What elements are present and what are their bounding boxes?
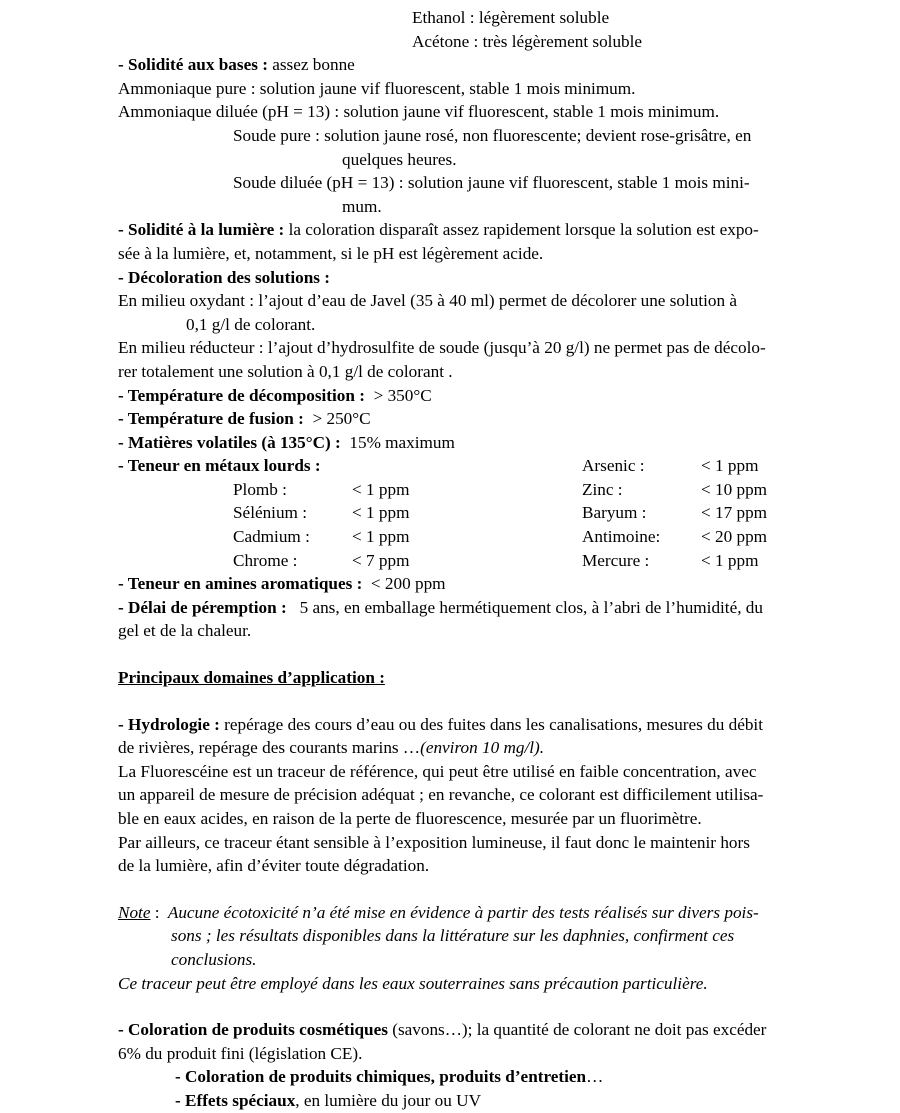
hydrologie-line-2	[118, 736, 862, 760]
decoloration-oxydant-line-2: 0,1 g/l de colorant.	[186, 314, 316, 334]
solidite-lumiere-label: - Solidité à la lumière :	[118, 220, 285, 240]
soude-diluee-line-cont: mum.	[342, 196, 382, 216]
temp-fusion-value: > 250°C	[303, 409, 371, 429]
delai-peremption-text-1: 5 ans, en emballage hermétiquement clos, à l’abri de l’humidité, du	[286, 597, 763, 617]
matieres-volatiles-line	[118, 431, 862, 455]
solubility-ethanol-line: Ethanol : légèrement soluble	[412, 8, 610, 27]
note-label: Note	[118, 902, 151, 922]
spacer	[118, 995, 862, 1018]
note-line-2: sons ; les résultats disponibles dans la littérature sur les daphnies, confirment ces	[171, 926, 735, 946]
spacer	[118, 878, 862, 901]
solidite-lumiere-line-1	[118, 218, 862, 242]
amines-aromatiques-label: - Teneur en amines aromatiques :	[118, 574, 363, 594]
metaux-lourds-label: - Teneur en métaux lourds :	[118, 456, 321, 476]
solidite-lumiere-text-1: la coloration disparaît assez rapidement lorsque la solution est expo-	[284, 220, 759, 240]
decoloration-reducteur-line-1: En milieu réducteur : l’ajout d’hydrosulfite de soude (jusqu’à 20 g/l) ne permet pas de décolo-	[118, 338, 766, 358]
table-row	[582, 454, 900, 478]
hydrologie-label: - Hydrologie :	[118, 714, 220, 734]
effets-speciaux-line	[118, 1089, 862, 1113]
note-colon: :	[150, 902, 164, 922]
metal-value: < 1 ppm	[352, 479, 410, 499]
solidite-lumiere-line-2: sée à la lumière, et, notamment, si le pH est légèrement acide.	[118, 243, 544, 263]
hydrologie-paragraph-line-3: ble en eaux acides, en raison de la perte de fluorescence, mesurée par un fluorimètre.	[118, 809, 702, 828]
hydrologie-paragraph-line-4: Par ailleurs, ce traceur étant sensible à l’exposition lumineuse, il faut donc le maintenir hors	[118, 832, 750, 852]
metal-value: < 1 ppm	[352, 503, 410, 523]
ammoniaque-diluee-line: Ammoniaque diluée (pH = 13) : solution jaune vif fluorescent, stable 1 mois minimum.	[118, 102, 720, 122]
heavy-metals-right-column	[582, 454, 900, 572]
spacer	[118, 690, 862, 713]
table-row	[582, 501, 900, 525]
matieres-volatiles-label: - Matières volatiles (à 135°C) :	[118, 432, 341, 452]
temp-decomposition-value: > 350°C	[364, 385, 432, 405]
solidite-bases-label: - Solidité aux bases :	[118, 55, 268, 75]
delai-peremption-label: - Délai de péremption :	[118, 597, 287, 617]
delai-peremption-line-1	[118, 596, 862, 620]
heavy-metals-block	[118, 454, 862, 572]
metal-name: Sélénium :	[233, 503, 307, 523]
solubility-acetone-line: Acétone : très légèrement soluble	[412, 31, 643, 51]
note-text-1: Aucune écotoxicité n’a été mise en évidence à partir des tests réalisés sur divers pois-	[163, 902, 759, 922]
metal-value: < 1 ppm	[701, 456, 759, 476]
decoloration-label: - Décoloration des solutions :	[118, 267, 330, 287]
solidite-bases-value: assez bonne	[267, 55, 355, 75]
table-row	[582, 478, 900, 502]
note-line-4: Ce traceur peut être employé dans les eaux souterraines sans précaution particulière.	[118, 973, 708, 993]
amines-aromatiques-line	[118, 572, 862, 596]
spacer	[118, 643, 862, 666]
metal-name: Plomb :	[233, 479, 287, 499]
delai-peremption-line-2: gel et de la chaleur.	[118, 621, 252, 641]
decoloration-oxydant-line-1: En milieu oxydant : l’ajout d’eau de Javel (35 à 40 ml) permet de décolorer une solution à	[118, 291, 738, 311]
soude-pure-line-cont: quelques heures.	[342, 149, 457, 169]
metal-value: < 7 ppm	[352, 550, 410, 570]
metal-name: Zinc :	[582, 479, 623, 499]
hydrologie-text-1: repérage des cours d’eau ou des fuites dans les canalisations, mesures du débit	[219, 714, 763, 734]
hydrologie-paragraph-line-1: La Fluorescéine est un traceur de référence, qui peut être utilisé en faible concentration, avec	[118, 761, 757, 781]
note-line-3: conclusions.	[171, 949, 257, 969]
cosmetiques-text-1: (savons…); la quantité de colorant ne doit pas excéder	[387, 1020, 767, 1040]
metal-name: Cadmium :	[233, 527, 310, 547]
note-line-1	[118, 901, 862, 925]
table-row	[582, 525, 900, 549]
metal-value: < 10 ppm	[701, 479, 768, 499]
metal-name: Baryum :	[582, 503, 647, 523]
page-title: Principaux domaines d’application :	[118, 668, 385, 688]
cosmetiques-label: - Coloration de produits cosmétiques	[118, 1020, 388, 1040]
metal-value: < 20 ppm	[701, 527, 768, 547]
metal-value: < 1 ppm	[701, 550, 759, 570]
metal-name: Mercure :	[582, 550, 650, 570]
temp-decomposition-line	[118, 384, 862, 408]
metal-name: Arsenic :	[582, 456, 645, 476]
cosmetiques-line-1	[118, 1018, 862, 1042]
ammoniaque-pure-line: Ammoniaque pure : solution jaune vif fluorescent, stable 1 mois minimum.	[118, 78, 636, 98]
hydrologie-line-1	[118, 713, 862, 737]
chimiques-label: - Coloration de produits chimiques, produits d’entretien	[175, 1067, 587, 1087]
metal-name: Antimoine:	[582, 527, 661, 547]
table-row	[582, 549, 900, 573]
temp-fusion-label: - Température de fusion :	[118, 409, 304, 429]
temp-fusion-line	[118, 407, 862, 431]
effets-speciaux-label: - Effets spéciaux	[175, 1090, 296, 1110]
hydrologie-paragraph-line-2: un appareil de mesure de précision adéquat ; en revanche, ce colorant est difficilement utilisa-	[118, 785, 764, 805]
chimiques-line	[118, 1065, 862, 1089]
metal-value: < 17 ppm	[701, 503, 768, 523]
soude-diluee-line: Soude diluée (pH = 13) : solution jaune vif fluorescent, stable 1 mois mini-	[233, 173, 750, 193]
hydrologie-text-2: de rivières, repérage des courants marins …	[118, 738, 421, 758]
solidite-bases-heading-line	[118, 53, 862, 77]
soude-pure-line: Soude pure : solution jaune rosé, non fluorescente; devient rose-grisâtre, en	[233, 125, 752, 145]
cosmetiques-line-2: 6% du produit fini (législation CE).	[118, 1043, 363, 1063]
hydrologie-concentration-note: (environ 10 mg/l).	[420, 738, 545, 758]
chimiques-text: …	[586, 1067, 604, 1087]
metal-name: Chrome :	[233, 550, 298, 570]
metal-value: < 1 ppm	[352, 527, 410, 547]
hydrologie-paragraph-line-5: de la lumière, afin d’éviter toute dégradation.	[118, 856, 430, 876]
effets-speciaux-text: , en lumière du jour ou UV	[295, 1090, 481, 1110]
decoloration-reducteur-line-2: rer totalement une solution à 0,1 g/l de colorant .	[118, 361, 453, 381]
temp-decomposition-label: - Température de décomposition :	[118, 385, 365, 405]
matieres-volatiles-value: 15% maximum	[340, 432, 455, 452]
amines-aromatiques-value: < 200 ppm	[362, 574, 446, 594]
